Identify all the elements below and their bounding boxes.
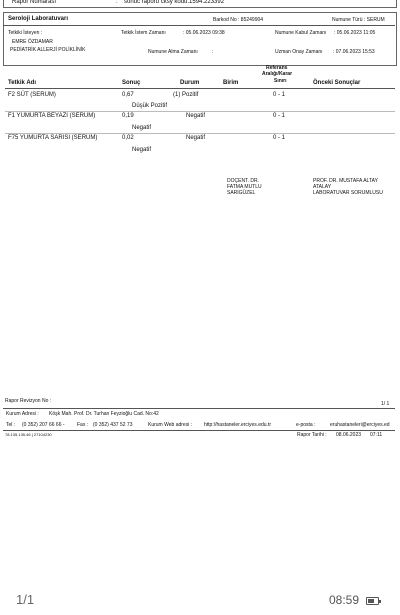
col-header-result: Sonuç — [122, 80, 141, 86]
address-value: Köşk Mah. Prof. Dr. Turhan Feyzioğlu Cad. No:42 — [49, 411, 159, 417]
table-header-divider — [5, 88, 395, 89]
barcode: Barkod No : 85249904 — [213, 17, 264, 23]
col-header-status: Durum — [180, 80, 200, 86]
row-1-test-name: F2 SÜT (SERUM) — [8, 92, 56, 98]
col-header-test: Tetkik Adı — [8, 80, 37, 86]
collect-time-label: Numune Alma Zamanı — [148, 49, 198, 55]
header-divider — [3, 25, 395, 26]
row-3-ref: 0 - 1 — [273, 135, 286, 141]
approve-time-value: : 07.06.2023 15:53 — [333, 49, 375, 55]
col-header-ref-2: Aralığı/Karar — [262, 71, 293, 77]
row-1-status: (1) Pozitif — [173, 92, 199, 98]
row-1-value: 0,67 — [122, 92, 134, 98]
col-header-previous: Önceki Sonuçlar — [313, 80, 361, 86]
signature-right-line-2: ATALAY — [313, 184, 332, 190]
signature-left-line-2: FATMA MUTLU — [227, 184, 262, 190]
requester-name: EMRE ÖZDAMAR — [12, 39, 53, 45]
request-time-label: Tetkik İstem Zamanı — [121, 30, 166, 36]
tel-value: (0 352) 207 66 66 - — [22, 422, 65, 428]
battery-fill — [368, 599, 374, 603]
battery-icon — [366, 597, 379, 605]
request-time-value: : 05.06.2023 09:38 — [183, 30, 225, 36]
row-2-ref: 0 - 1 — [273, 113, 286, 119]
row-2-divider — [5, 133, 395, 134]
page-indicator: 1/1 — [16, 592, 35, 607]
email-label: e-posta : — [296, 422, 316, 428]
requester-label: Tetkiki İsteyen : — [8, 30, 43, 36]
clock: 08:59 — [329, 593, 360, 607]
signature-right-line-3: LABORATUVAR SORUMLUSU — [313, 190, 383, 196]
web-value[interactable]: http://hastaneler.erciyes.edu.tr — [204, 422, 271, 428]
col-header-ref-3: Sınırı — [274, 78, 287, 84]
accept-time-value: : 05.06.2023 11:05 — [334, 30, 376, 36]
collect-time-value: : — [212, 49, 214, 55]
signature-left-line-3: SARIGÜZEL — [227, 190, 256, 196]
row-1-interpretation: Düşük Pozitif — [132, 103, 168, 109]
report-time-value: 07:11 — [370, 432, 383, 438]
address-label: Kurum Adresi : — [6, 411, 39, 417]
row-2-interpretation: Negatif — [132, 125, 152, 131]
report-date-value: 08.06.2023 — [336, 432, 362, 438]
department: PEDİATRİK ALLERJİ POLİKLİNİK — [10, 47, 86, 53]
tel-label: Tel : — [6, 422, 16, 428]
report-number-label: Rapor Numarası — [12, 0, 57, 5]
accept-time-label: Numune Kabul Zamanı — [275, 30, 327, 36]
report-number-value: sonuc raporu cksy kodu.1594.223392 — [124, 0, 225, 5]
col-header-ref-1: Referans — [266, 65, 288, 71]
row-2-value: 0,19 — [122, 113, 134, 119]
email-value[interactable]: eruhastaneleri@erciyes.ed — [330, 422, 390, 428]
report-date-label: Rapor Tarihi : — [297, 432, 327, 438]
row-3-test-name: F75 YUMURTA SARISI (SERUM) — [8, 135, 98, 141]
row-3-value: 0,02 — [122, 135, 134, 141]
footer-divider-bottom — [3, 430, 395, 431]
footer-meta: 78.135.135.46 | 27104230 — [5, 432, 52, 437]
col-header-unit: Birim — [223, 80, 239, 86]
footer-page-number: 1/ 1 — [381, 401, 390, 407]
fax-value: (0 352) 437 52 73 — [93, 422, 133, 428]
row-3-interpretation: Negatif — [132, 147, 152, 153]
approve-time-label: Uzman Onay Zamanı — [275, 49, 323, 55]
battery-nub — [379, 600, 381, 603]
footer-divider-top — [3, 408, 395, 409]
report-number-separator: : — [116, 0, 118, 5]
row-1-divider — [5, 111, 395, 112]
fax-label: Fax : — [77, 422, 89, 428]
row-1-ref: 0 - 1 — [273, 92, 286, 98]
lab-name: Seroloji Laboratuvarı — [8, 16, 69, 22]
web-label: Kurum Web adresi : — [148, 422, 193, 428]
signature-right-line-1: PROF. DR. MUSTAFA ALTAY — [313, 178, 378, 184]
revision-label: Rapor Revizyon No : — [5, 398, 52, 404]
row-3-status: Negatif — [186, 135, 206, 141]
sample-type: Numune Türü : SERUM — [332, 17, 385, 23]
row-2-test-name: F1 YUMURTA BEYAZI (SERUM) — [8, 113, 96, 119]
row-2-status: Negatif — [186, 113, 206, 119]
signature-left-line-1: DOÇENT. DR. — [227, 178, 259, 184]
